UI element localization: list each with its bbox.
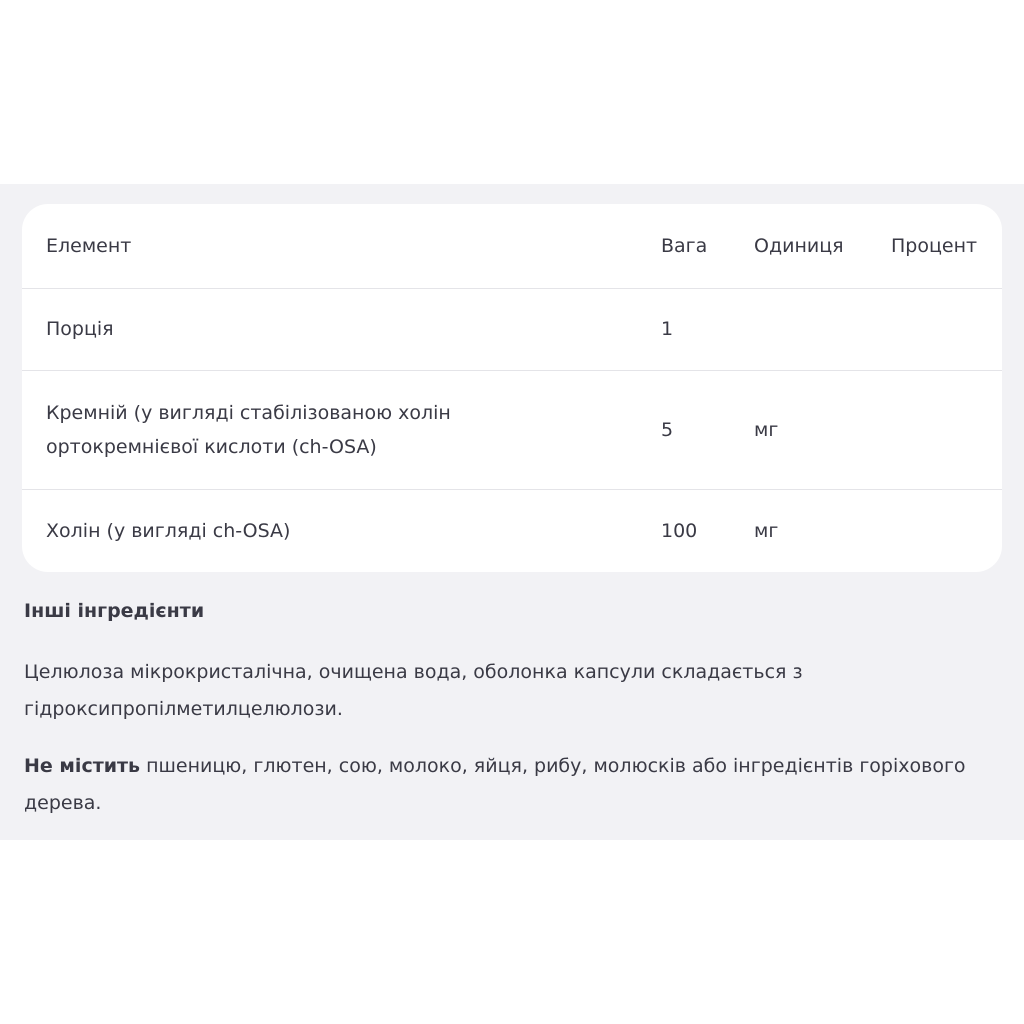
description-line: Целюлоза мікрокристалічна, очищена вода, оболонка капсули складається з: [24, 661, 803, 683]
cell-weight: 5: [661, 370, 754, 489]
free-from-label: Не містить: [24, 755, 141, 777]
table-row: [22, 370, 1002, 489]
free-from-text: пшеницю, глютен, сою, молоко, яйця, рибу, молюсків або інгредієнтів горіхового: [140, 755, 966, 777]
cell-element-line: Кремній (у вигляді стабілізованою холін: [46, 401, 451, 424]
cell-element-line: Холін (у вигляді ch-OSA): [46, 519, 291, 542]
cell-element: [22, 288, 661, 370]
other-ingredients-description: [24, 654, 1004, 728]
cell-element: [22, 370, 661, 489]
cell-element-line: ортокремнієвої кислоти (ch-OSA): [46, 435, 377, 458]
cell-percent: [891, 288, 1002, 370]
cell-unit: мг: [754, 370, 891, 489]
header-unit: Одиниця: [754, 234, 844, 257]
header-percent: Процент: [891, 234, 978, 257]
cell-unit: мг: [754, 489, 891, 572]
cell-weight: 1: [661, 288, 754, 370]
header-weight: Вага: [661, 234, 708, 257]
cell-percent: [891, 370, 1002, 489]
cell-element: [22, 489, 661, 572]
composition-table-card: [22, 204, 1002, 572]
table-header-row: [22, 204, 1002, 288]
cell-percent: [891, 489, 1002, 572]
allergen-statement: [24, 748, 1004, 822]
allergen-line: дерева.: [24, 792, 102, 814]
table-row: [22, 288, 1002, 370]
composition-table: [22, 204, 1002, 572]
cell-element-line: Порція: [46, 318, 114, 340]
allergen-line: [24, 748, 1004, 785]
product-info-panel: [0, 184, 1024, 840]
table-row: [22, 489, 1002, 572]
cell-weight: 100: [661, 489, 754, 572]
cell-unit: [754, 288, 891, 370]
header-element: Елемент: [46, 234, 132, 257]
other-ingredients-title: Інші інгредієнти: [24, 600, 205, 622]
description-line: гідроксипропілметилцелюлози.: [24, 698, 343, 720]
